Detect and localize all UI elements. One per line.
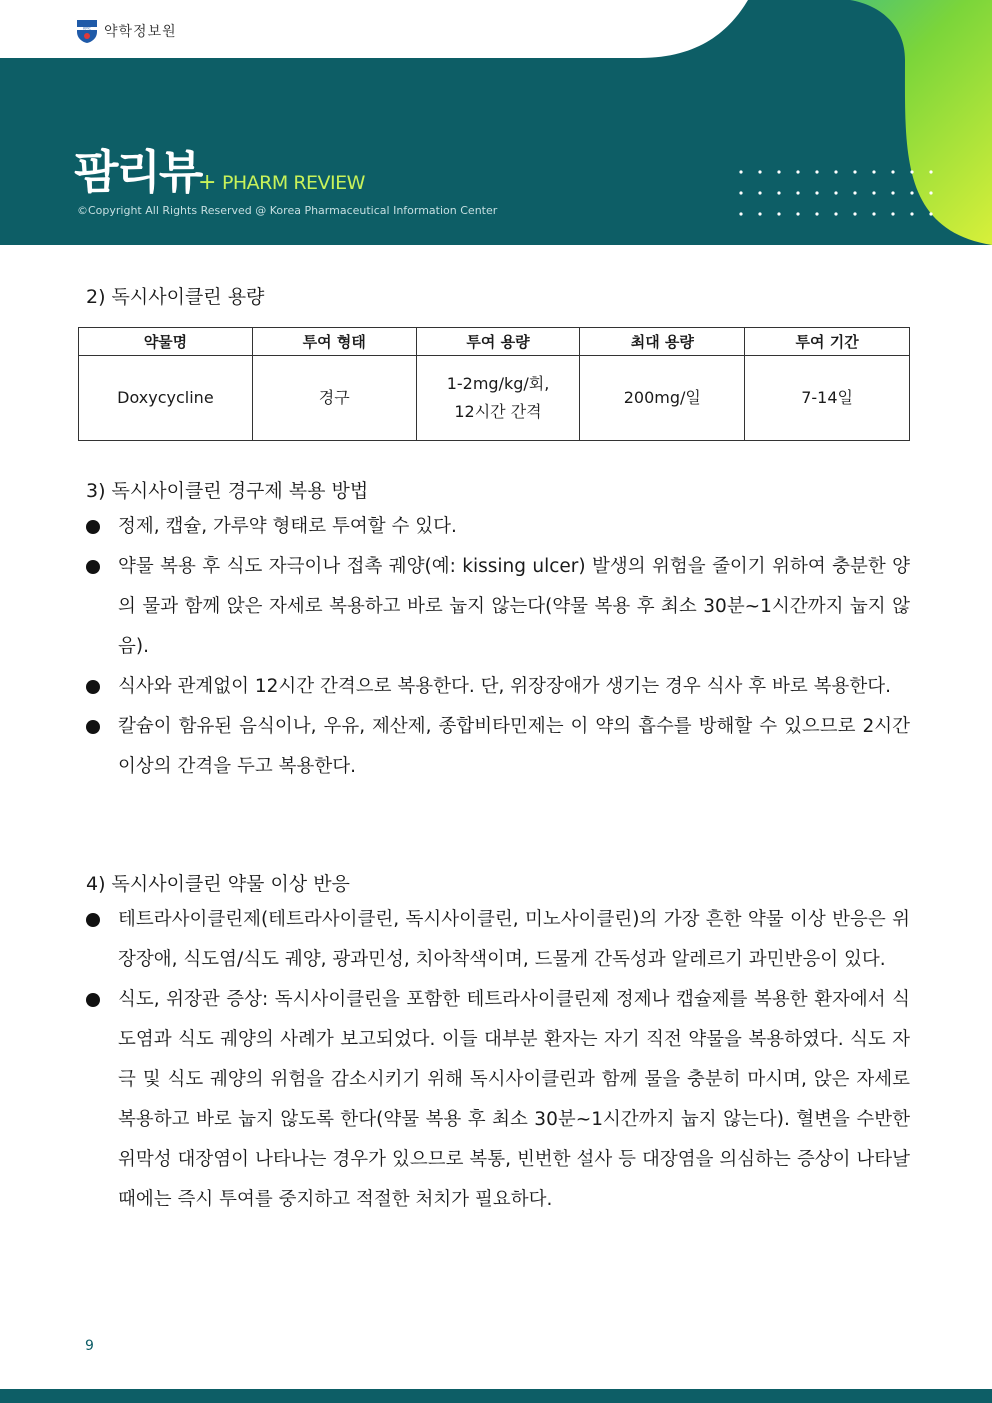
table-header-row <box>79 328 910 356</box>
list-item: 식사와 관계없이 12시간 간격으로 복용한다. 단, 위장장애가 생기는 경우 식사 후 바로 복용한다. <box>86 667 910 707</box>
org-name: 약학정보원 <box>104 24 177 40</box>
publication-subtitle <box>198 170 365 195</box>
adverse-reactions-list <box>86 900 910 1220</box>
section-heading-adverse-reactions: 4) 독시사이클린 약물 이상 반응 <box>86 873 350 895</box>
col-header-dose: 투여 용량 <box>416 328 580 356</box>
plus-icon: + <box>198 170 216 195</box>
cell-dose <box>416 356 580 441</box>
section-heading-dosage: 2) 독시사이클린 용량 <box>86 286 265 308</box>
cell-drug: Doxycycline <box>79 356 253 441</box>
col-header-duration: 투여 기간 <box>745 328 910 356</box>
dosage-table <box>78 327 910 441</box>
bullet-icon <box>86 993 100 1007</box>
table-row <box>79 356 910 441</box>
logo-badge-text: KPIC <box>83 26 91 31</box>
list-item: 칼슘이 함유된 음식이나, 우유, 제산제, 종합비타민제는 이 약의 흡수를 방해할 수 있으므로 2시간 이상의 간격을 두고 복용한다. <box>86 707 910 787</box>
bullet-icon <box>86 913 100 927</box>
cell-dose-line2: 12시간 간격 <box>454 402 542 421</box>
list-item: 식도, 위장관 증상: 독시사이클린을 포함한 테트라사이클린제 정제나 캡슐제를 복용한 환자에서 식도염과 식도 궤양의 사례가 보고되었다. 이들 대부분 환자는 자기 직전 약물을 복용하였다. 식도 자극 및 식도 궤양의 위험을 감소시키기 위해 독시사이클린과 함께 물을 충분히 마시며, 앉은 자세로 복용하고 바로 눕지 않도록 한다(약물 복용 후 최소 30분~1시간까지 눕지 않는다). 혈변을 수반한 위막성 대장염이 나타나는 경우가 있으므로 복통, 빈번한 설사 등 대장염을 의심하는 증상이 나타날 때에는 즉시 투여를 중지하고 적절한 처치가 필요하다. <box>86 980 910 1220</box>
col-header-drug: 약물명 <box>79 328 253 356</box>
copyright-notice: ©Copyright All Rights Reserved @ Korea Pharmaceutical Information Center <box>77 204 498 217</box>
administration-list <box>86 507 910 787</box>
page-number: 9 <box>85 1338 94 1354</box>
cell-duration: 7-14일 <box>745 356 910 441</box>
cell-form: 경구 <box>252 356 416 441</box>
list-item: 정제, 캡슐, 가루약 형태로 투여할 수 있다. <box>86 507 910 547</box>
footer-bar <box>0 1389 992 1403</box>
list-item: 테트라사이클린제(테트라사이클린, 독시사이클린, 미노사이클린)의 가장 흔한 약물 이상 반응은 위장장애, 식도염/식도 궤양, 광과민성, 치아착색이며, 드물게 간독성과 알레르기 과민반응이 있다. <box>86 900 910 980</box>
bullet-icon <box>86 720 100 734</box>
publication-title: 팜리뷰 <box>74 145 202 199</box>
org-logo <box>76 18 177 44</box>
shield-logo-icon <box>76 18 98 44</box>
cell-max-dose: 200mg/일 <box>580 356 745 441</box>
bullet-icon <box>86 520 100 534</box>
section-heading-administration: 3) 독시사이클린 경구제 복용 방법 <box>86 480 369 502</box>
col-header-max-dose: 최대 용량 <box>580 328 745 356</box>
bullet-icon <box>86 680 100 694</box>
bullet-icon <box>86 560 100 574</box>
subtitle-text: PHARM REVIEW <box>221 172 365 194</box>
col-header-form: 투여 형태 <box>252 328 416 356</box>
cell-dose-line1: 1-2mg/kg/회, <box>446 374 550 393</box>
list-item: 약물 복용 후 식도 자극이나 접촉 궤양(예: kissing ulcer) 발생의 위험을 줄이기 위하여 충분한 양의 물과 함께 앉은 자세로 복용하고 바로 눕지 않는다(약물 복용 후 최소 30분~1시간까지 눕지 않음). <box>86 547 910 667</box>
